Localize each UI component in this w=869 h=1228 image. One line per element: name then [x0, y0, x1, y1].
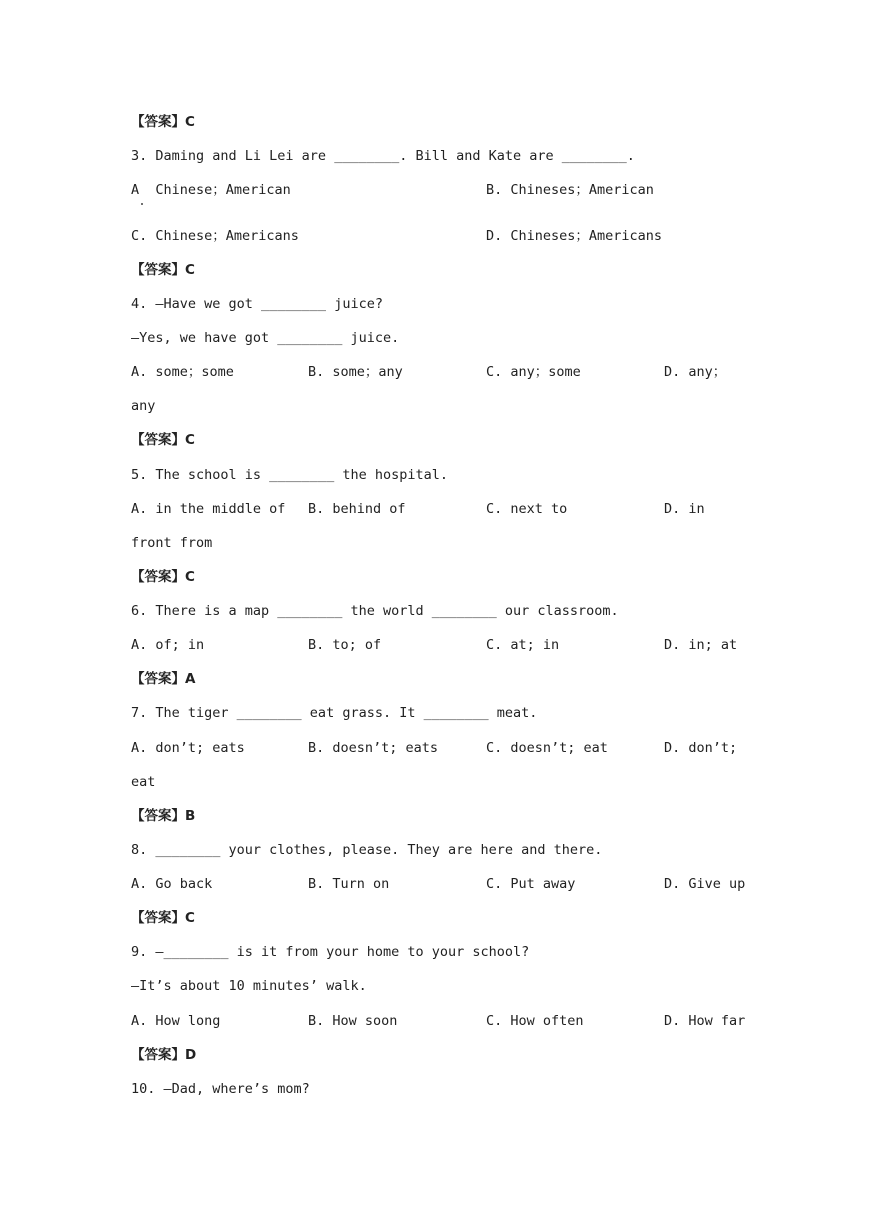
option-5a: A. in the middle of — [131, 501, 286, 517]
question-4: 4. —Have we got ________ juice? — [131, 296, 383, 312]
question-6: 6. There is a map ________ the world ________ our classroom. — [131, 603, 619, 619]
option-4d-cont: any — [131, 398, 156, 414]
option-5d-cont: front from — [131, 535, 213, 551]
answer-4: 【答案】C — [131, 432, 195, 448]
option-9c: C. How often — [486, 1013, 584, 1029]
option-3a: A Chinese；American — [131, 182, 291, 198]
answer-7: 【答案】B — [131, 808, 196, 824]
option-7d-cont: eat — [131, 774, 156, 790]
option-5b: B. behind of — [308, 501, 406, 517]
option-6d: D. in; at — [664, 637, 738, 653]
option-4d: D. any； — [664, 364, 727, 380]
option-6b: B. to; of — [308, 637, 382, 653]
answer-8: 【答案】C — [131, 910, 195, 926]
option-8a: A. Go back — [131, 876, 213, 892]
option-5c: C. next to — [486, 501, 568, 517]
answer-2: 【答案】C — [131, 114, 195, 130]
option-8d: D. Give up — [664, 876, 746, 892]
option-4c: C. any；some — [486, 364, 581, 380]
answer-3: 【答案】C — [131, 262, 195, 278]
option-7d: D. don’t; — [664, 740, 738, 756]
option-7a: A. don’t; eats — [131, 740, 245, 756]
option-3c: C. Chinese；Americans — [131, 228, 299, 244]
option-9b: B. How soon — [308, 1013, 398, 1029]
option-4a: A. some；some — [131, 364, 234, 380]
option-6c: C. at; in — [486, 637, 560, 653]
question-4-reply: —Yes, we have got ________ juice. — [131, 330, 400, 346]
question-7: 7. The tiger ________ eat grass. It ________ meat. — [131, 705, 538, 721]
answer-6: 【答案】A — [131, 671, 196, 687]
question-9: 9. —________ is it from your home to your school? — [131, 944, 530, 960]
option-8b: B. Turn on — [308, 876, 390, 892]
option-8c: C. Put away — [486, 876, 576, 892]
question-9-reply: —It’s about 10 minutes’ walk. — [131, 978, 367, 994]
option-5d: D. in — [664, 501, 705, 517]
option-4b: B. some；any — [308, 364, 403, 380]
option-3d: D. Chineses；Americans — [486, 228, 663, 244]
answer-5: 【答案】C — [131, 569, 195, 585]
stray-dot — [141, 203, 143, 205]
answer-9: 【答案】D — [131, 1047, 197, 1063]
question-3: 3. Daming and Li Lei are ________. Bill and Kate are ________. — [131, 148, 635, 164]
option-3b: B. Chineses；American — [486, 182, 654, 198]
option-7b: B. doesn’t; eats — [308, 740, 439, 756]
option-7c: C. doesn’t; eat — [486, 740, 608, 756]
question-5: 5. The school is ________ the hospital. — [131, 467, 448, 483]
option-9d: D. How far — [664, 1013, 746, 1029]
question-8: 8. ________ your clothes, please. They are here and there. — [131, 842, 603, 858]
option-6a: A. of; in — [131, 637, 205, 653]
question-10: 10. —Dad, where’s mom? — [131, 1081, 310, 1097]
option-9a: A. How long — [131, 1013, 221, 1029]
